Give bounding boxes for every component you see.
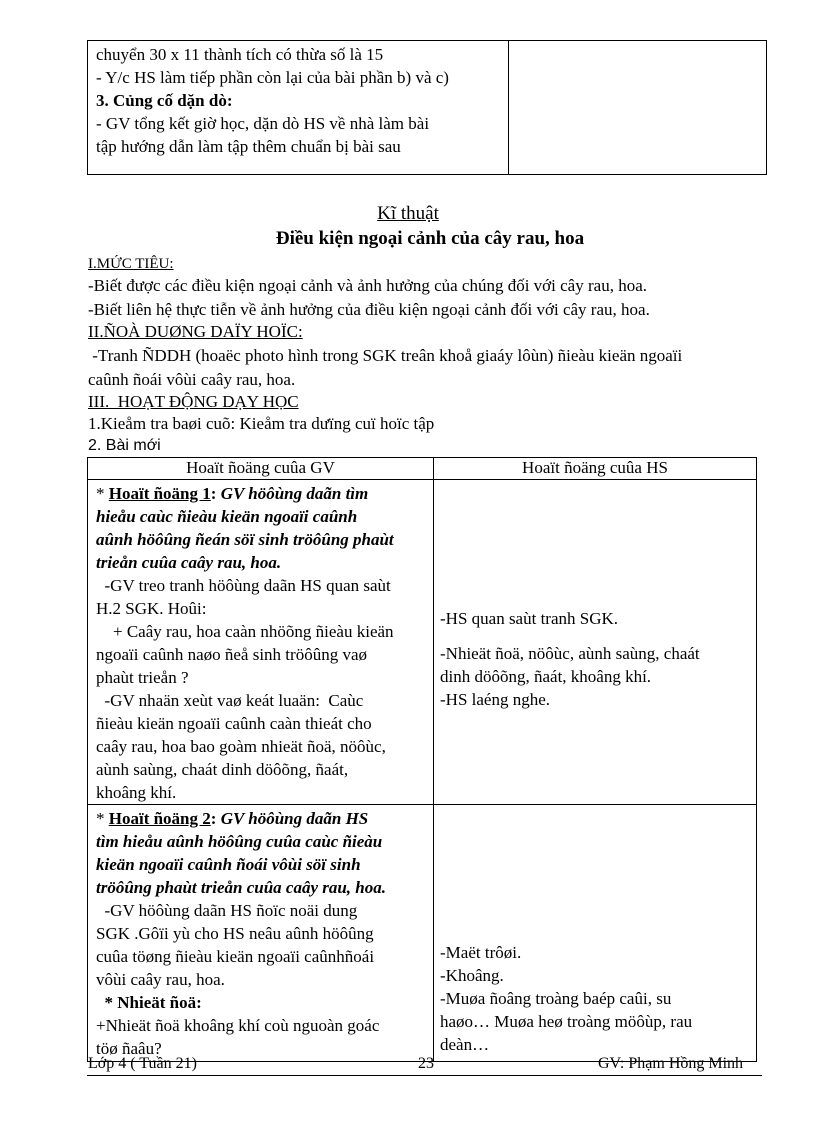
text-line: +Nhieät ñoä khoâng khí coù nguoàn goác xyxy=(96,1016,380,1035)
text-line: dinh döôõng, ñaát, khoâng khí. xyxy=(440,667,652,686)
activities-header: III. HOẠT ĐỘNG DẠY HỌC xyxy=(88,392,299,411)
activity-title: GV höôùng daãn tìm xyxy=(220,484,369,503)
objective-item: -Biết liên hệ thực tiễn về ảnh hưởng của điều kiện ngoại cảnh đối với cây rau, hoa. xyxy=(88,300,650,319)
footer-teacher: GV: Phạm Hồng Minh xyxy=(598,1055,744,1072)
text-line: -Khoâng. xyxy=(440,966,504,985)
header-gv: Hoaït ñoäng cuûa GV xyxy=(88,458,434,480)
text-line: haøo… Muøa heø troàng möôùp, rau xyxy=(440,1012,693,1031)
text-line: -HS quan saùt tranh SGK. xyxy=(440,609,619,628)
row2-hs-cell xyxy=(434,805,757,1062)
activity-title: tröôûng phaùt trieån cuûa caây rau, hoa. xyxy=(96,878,387,897)
text-line: -GV nhaän xeùt vaø keát luaän: Caùc xyxy=(96,691,364,710)
activity-title: GV höôùng daãn HS xyxy=(220,809,369,828)
activity-label: Hoaït ñoäng 1 xyxy=(108,484,211,503)
activity-heading xyxy=(96,807,429,830)
text-line: H.2 SGK. Hoûi: xyxy=(96,599,207,618)
activity-title: aûnh höôûng ñeán söï sinh tröôûng phaùt xyxy=(96,530,394,549)
activity-title: trieån cuûa caây rau, hoa. xyxy=(96,553,282,572)
text-line: töø ñaâu? xyxy=(96,1039,162,1058)
activities-item: 2. Bài mới xyxy=(88,437,161,454)
text-line: + Caây rau, hoa caàn nhöõng ñieàu kieän xyxy=(96,622,394,641)
header-hs: Hoaït ñoäng cuûa HS xyxy=(434,458,757,480)
text-line: -Maët trôøi. xyxy=(440,943,522,962)
text-line: phaùt trieån ? xyxy=(96,668,189,687)
subject-heading: Kĩ thuật xyxy=(377,203,439,224)
text-line: deàn… xyxy=(440,1035,490,1054)
materials-text: caûnh ñoái vôùi caây rau, hoa. xyxy=(88,370,296,389)
row2-gv-cell xyxy=(88,805,434,1062)
text-line: SGK .Gôïi yù cho HS neâu aûnh höôûng xyxy=(96,924,374,943)
text-line: caây rau, hoa bao goàm nhieät ñoä, nöôùc, xyxy=(96,737,386,756)
activity-title: hieåu caùc ñieàu kieän ngoaïi caûnh xyxy=(96,507,358,526)
activity-title: kieän ngoaïi caûnh ñoái vôùi söï sinh xyxy=(96,855,361,874)
activity-title: tìm hieåu aûnh höôûng cuûa caùc ñieàu xyxy=(96,832,383,851)
text-line: -Nhieät ñoä, nöôùc, aùnh saùng, chaát xyxy=(440,644,700,663)
table-row xyxy=(88,480,757,805)
text-line: cuûa töøng ñieàu kieän ngoaïi caûnhñoái xyxy=(96,947,375,966)
text-line: -HS laéng nghe. xyxy=(440,690,551,709)
activity-prefix: * xyxy=(96,809,109,828)
text-line: -GV höôùng daãn HS ñoïc noäi dung xyxy=(96,901,358,920)
row1-hs-cell xyxy=(434,480,757,805)
row1-gv-cell xyxy=(88,480,434,805)
activity-label: Hoaït ñoäng 2 xyxy=(108,809,211,828)
top-continuation-table xyxy=(87,40,767,175)
section-subheading: 3. Củng cố dặn dò: xyxy=(96,91,233,110)
text-line: chuyển 30 x 11 thành tích có thừa số là 15 xyxy=(96,45,384,64)
lesson-title: Điều kiện ngoại cảnh của cây rau, hoa xyxy=(275,228,585,249)
text-line: - GV tổng kết giờ học, dặn dò HS về nhà làm bài xyxy=(96,114,430,133)
activities-item: 1.Kieåm tra baøi cuõ: Kieåm tra dưïng cuï hoïc tập xyxy=(88,414,435,433)
sub-heading: * Nhieät ñoä: xyxy=(96,993,202,1012)
activities-table xyxy=(87,457,757,1062)
objectives-header: I.MỨC TIÊU: xyxy=(88,256,174,272)
footer-rule xyxy=(87,1075,762,1076)
text-line: ñieàu kieän ngoaïi caûnh caàn thieát cho xyxy=(96,714,372,733)
table-row xyxy=(88,805,757,1062)
footer-class: Lớp 4 ( Tuần 21) xyxy=(88,1055,197,1072)
text-line: aùnh saùng, chaát dinh döôõng, ñaát, xyxy=(96,760,349,779)
text-line: -GV treo tranh höôùng daãn HS quan saùt xyxy=(96,576,391,595)
activity-heading xyxy=(96,482,429,505)
activity-colon: : xyxy=(210,484,221,503)
activity-prefix: * xyxy=(96,484,109,503)
text-line: vôùi caây rau, hoa. xyxy=(96,970,225,989)
materials-header: II.ÑOÀ DUØNG DAÏY HOÏC: xyxy=(88,322,303,341)
text-line: ngoaïi caûnh naøo ñeå sinh tröôûng vaø xyxy=(96,645,367,664)
objective-item: -Biết được các điều kiện ngoại cảnh và ảnh hưởng của chúng đối với cây rau, hoa. xyxy=(88,276,647,295)
materials-text: -Tranh ÑDDH (hoaëc photo hình trong SGK treân khoå giaáy lôùn) ñieàu kieän ngoaïi xyxy=(88,346,683,365)
text-line: tập hướng dẫn làm tập thêm chuẩn bị bài sau xyxy=(96,137,401,156)
text-line: - Y/c HS làm tiếp phần còn lại của bài phần b) và c) xyxy=(96,68,449,87)
top-right-cell xyxy=(509,41,767,175)
page-number: 23 xyxy=(418,1055,434,1072)
activity-colon: : xyxy=(210,809,221,828)
top-left-cell xyxy=(88,41,509,175)
text-line: khoâng khí. xyxy=(96,783,177,802)
text-line: -Muøa ñoâng troàng baép caûi, su xyxy=(440,989,672,1008)
